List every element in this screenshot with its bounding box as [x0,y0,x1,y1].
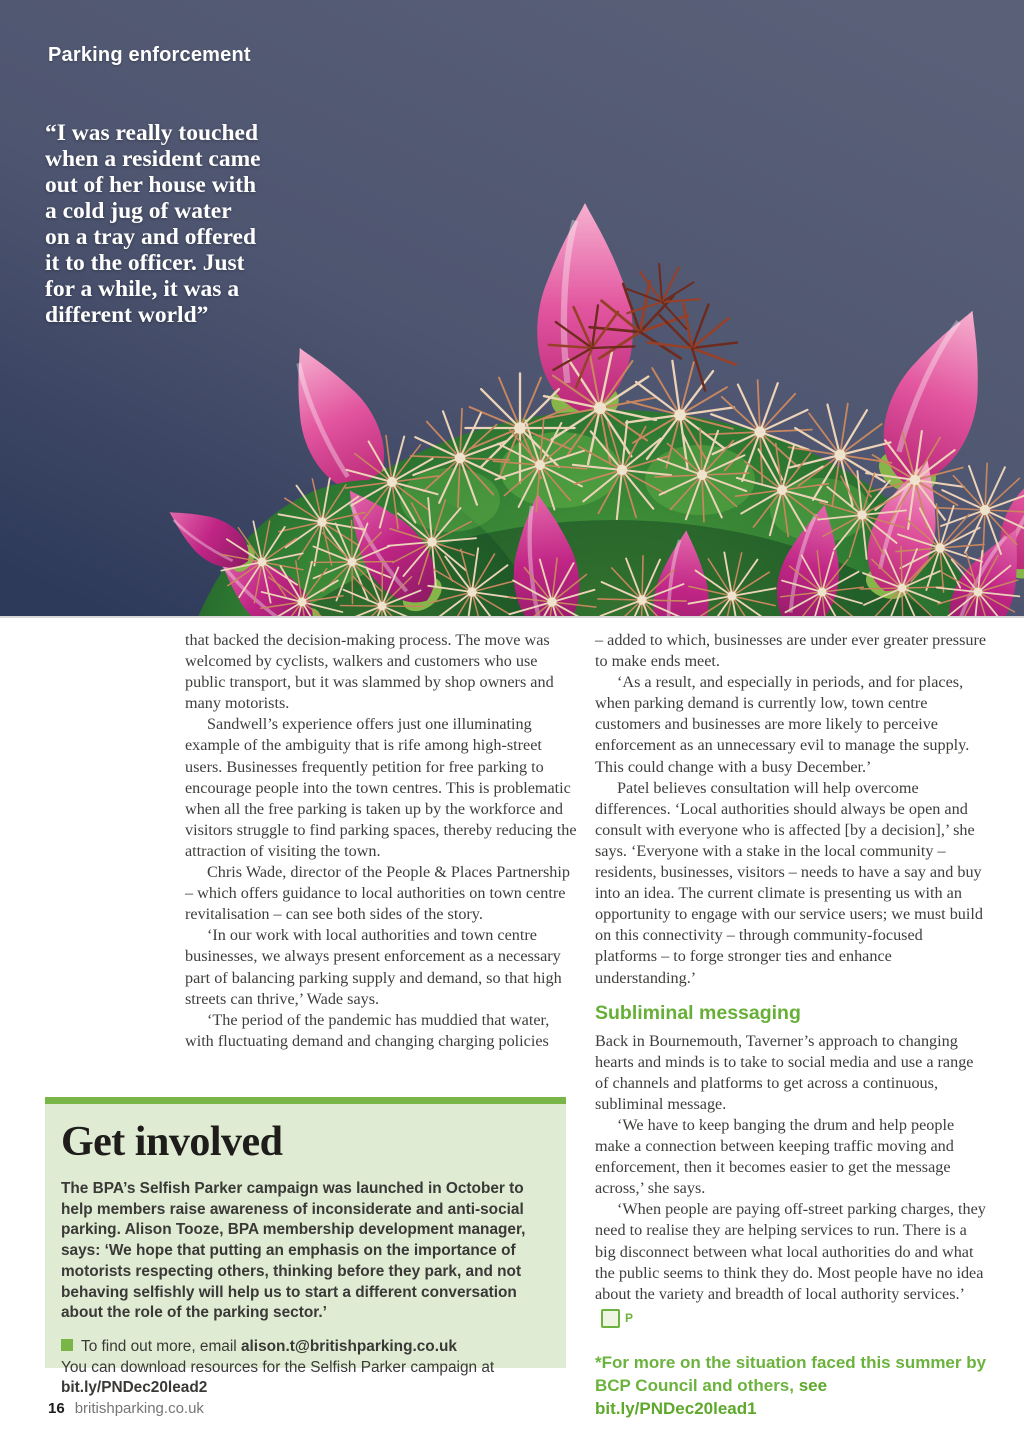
article-paragraph: Sandwell’s experience offers just one illuminating example of the ambiguity that is rife among high-street users. Businesses frequently petition for free parking to encourage people into the town centres. This is problematic when all the free parking is taken up by the workforce and visitors struggle to find parking spaces, thereby reducing the attraction of visiting the town. [185,715,577,860]
article-column-2 [595,630,987,1420]
pull-quote-line: out of her house with [45,172,257,198]
article-paragraph-text: ‘When people are paying off-street parking charges, they need to realise they are helping services to run. There is a big disconnect between what local authorities do and what the public seems to think they do. Most people have no idea about the variety and breadth of local authority services.’ [595,1200,986,1303]
pull-quote-line: a cold jug of water [45,198,232,224]
page-footer [48,1400,204,1417]
pull-quote-line: on a tray and offered [45,224,257,250]
pull-quote [45,120,315,328]
article-paragraph: – added to which, businesses are under ever greater pressure to make ends meet. [595,631,987,671]
pull-quote-line: when a resident came [45,146,261,172]
pull-quote-line: for a while, it was a [45,276,240,302]
page-number: 16 [48,1400,65,1417]
hero-photo [0,0,1024,618]
article-paragraph: Chris Wade, director of the People & Places Partnership – which offers guidance to local authorities on town centre revitalisation – can see both sides of the story. [185,863,570,924]
footnote-text: BCP Council and others, [595,1375,799,1395]
pull-quote-line: “I was really touched [45,120,259,146]
cta-prefix: To find out more, email [81,1337,241,1355]
get-involved-cta [61,1337,546,1399]
email-link[interactable]: alison.t@britishparking.co.uk [240,1337,457,1355]
article-paragraph: that backed the decision-making process. The move was welcomed by cyclists, walkers and customers who use public transport, but it was slammed by shop owners and many motorists. [185,631,554,713]
section-kicker: Parking enforcement [48,44,251,66]
subheading-subliminal-messaging: Subliminal messaging [595,1001,801,1024]
article-paragraph: ‘In our work with local authorities and town centre businesses, we always present enforcement as a necessary part of balancing parking supply and demand, so that high streets can thrive,’ Wade says. [185,926,562,1008]
pull-quote-line: different world” [45,302,209,328]
article-paragraph: ‘The period of the pandemic has muddied that water, with fluctuating demand and changing charging policies [185,1010,550,1050]
article-column-1 [185,630,577,1052]
bullet-square-icon [61,1339,73,1351]
pull-quote-line: it to the officer. Just [45,250,245,276]
get-involved-box [45,1097,566,1397]
footnote-line [595,1374,987,1420]
article-paragraph: Patel believes consultation will help overcome differences. ‘Local authorities should always be open and consult with everyone who is affected [by a decision],’ she says. ‘Everyone with a stake in the local community – residents, businesses, visitors – needs to have a say and buy into an idea. The current climate is presenting us with an opportunity to engage with our service users; we must build on this connectivity – through community-focused platforms – to forge stronger ties and enhance understanding.’ [595,778,983,987]
footnote [595,1351,987,1420]
get-involved-body: The BPA’s Selfish Parker campaign was launched in October to help members raise awareness of inconsiderate and anti-social parking. Alison Tooze, BPA membership development manager, says: ‘We hope that putting an emphasis on the importance of motorists respecting others, thinking before they park, and not behaving selfishly will help us to start a different conversation about the role of the parking sector.’ [61,1180,526,1322]
article-paragraph: ‘We have to keep banging the drum and help people make a connection between keeping traffic moving and enforcement, then it becomes easier to get the message across,’ she says. [595,1115,955,1198]
cta-line-1 [61,1337,546,1358]
end-of-article-p-icon: P [601,1309,620,1328]
article-paragraph: ‘As a result, and especially in periods, and for places, when parking demand is currently low, town centre customers and businesses are more likely to perceive enforcement as an unnecessary evil to manage the supply. This could change with a busy December.’ [595,673,970,776]
footer-site: britishparking.co.uk [74,1400,204,1417]
campaign-link[interactable]: bit.ly/PNDec20lead2 [61,1379,208,1397]
footnote-line: *For more on the situation faced this summer by [595,1352,987,1372]
cta-line-2: You can download resources for the Selfish Parker campaign at [61,1358,495,1376]
get-involved-title: Get involved [61,1119,283,1165]
footnote-link[interactable]: see bit.ly/PNDec20lead1 [595,1375,828,1418]
article-paragraph [595,1199,987,1327]
article-paragraph: Back in Bournemouth, Taverner’s approach to changing hearts and minds is to take to social media and use a range of channels and platforms to get across a continuous, subliminal message. [595,1031,974,1113]
